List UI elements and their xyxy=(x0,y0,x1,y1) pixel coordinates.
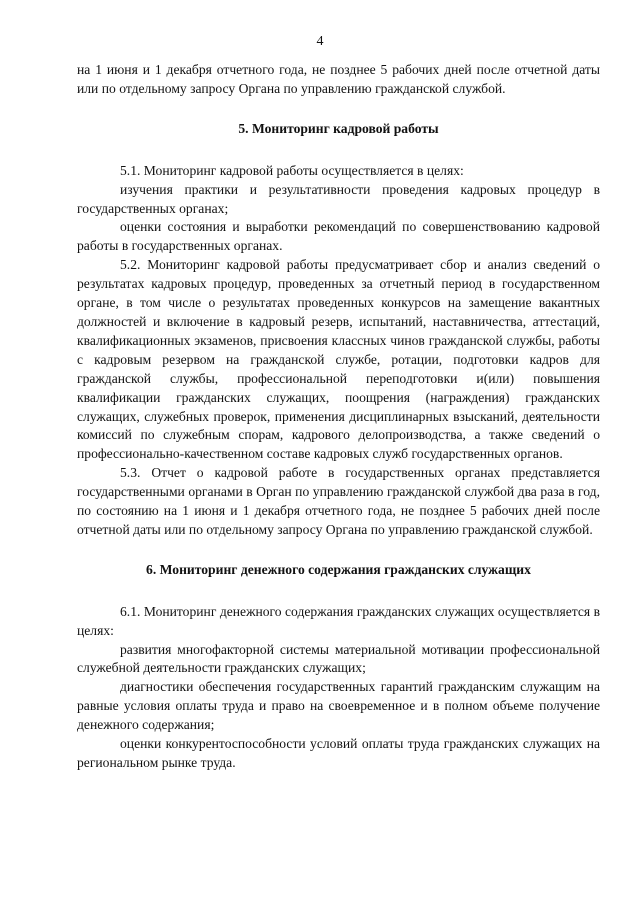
document-body xyxy=(77,61,600,773)
section-5-1-item-a: изучения практики и результативности проведения кадровых процедур в государственных органах; xyxy=(77,181,600,216)
section-5-2-paragraph: 5.2. Мониторинг кадровой работы предусматривает сбор и анализ сведений о результатах кадровых процедур, проведенных за отчетный период в государственном органе, в том числе о результатах проведенных конкурсов на замещение вакантных должностей и включение в кадровый резерв, испытаний, наставничества, аттестаций, квалификационных экзаменов, присвоения классных чинов гражданской службы, работы с кадровым резервом на гражданской службе, ротации, подготовки кадров для гражданской службы, профессиональной переподготовки и(или) повышения квалификации гражданских служащих, поощрения (награждения) гражданских служащих, служебных проверок, применения дисциплинарных взысканий, деятельности комиссий по служебным спорам, кадрового делопроизводства, а также сведений о профессионально-качественном составе кадровых служб государственных органов. xyxy=(77,257,600,462)
section-5-1-item-b: оценки состояния и выработки рекомендаций по совершенствованию кадровой работы в государственных органах. xyxy=(77,219,600,254)
section-5-heading: 5. Мониторинг кадровой работы xyxy=(238,120,439,136)
section-5-3-paragraph: 5.3. Отчет о кадровой работе в государственных органах представляется государственными органами в Орган по управлению гражданской службой два раза в год, по состоянию на 1 июня и 1 декабря отчетного года, не позднее 5 рабочих дней после отчетной даты или по отдельному запросу Органа по управлению гражданской службой. xyxy=(77,465,600,537)
intro-continuation-paragraph: на 1 июня и 1 декабря отчетного года, не позднее 5 рабочих дней после отчетной даты или по отдельному запросу Органа по управлению гражданской службой. xyxy=(77,62,600,96)
section-5-1-paragraph: 5.1. Мониторинг кадровой работы осуществляется в целях: xyxy=(120,162,464,178)
section-6-heading: 6. Мониторинг денежного содержания гражданских служащих xyxy=(146,561,531,577)
section-6-1-item-c: оценки конкурентоспособности условий оплаты труда гражданских служащих на региональном рынке труда. xyxy=(77,736,600,770)
section-6-1-item-b: диагностики обеспечения государственных гарантий гражданским служащим на равные условия оплаты труда и право на своевременное и в полном объеме получение денежного содержания; xyxy=(77,679,600,733)
section-6-1-item-a: развития многофакторной системы материальной мотивации профессиональной служебной деятельности гражданских служащих; xyxy=(77,641,600,676)
section-6-1-paragraph: 6.1. Мониторинг денежного содержания гражданских служащих осуществляется в целях: xyxy=(77,603,600,638)
page-number: 4 xyxy=(316,34,324,49)
